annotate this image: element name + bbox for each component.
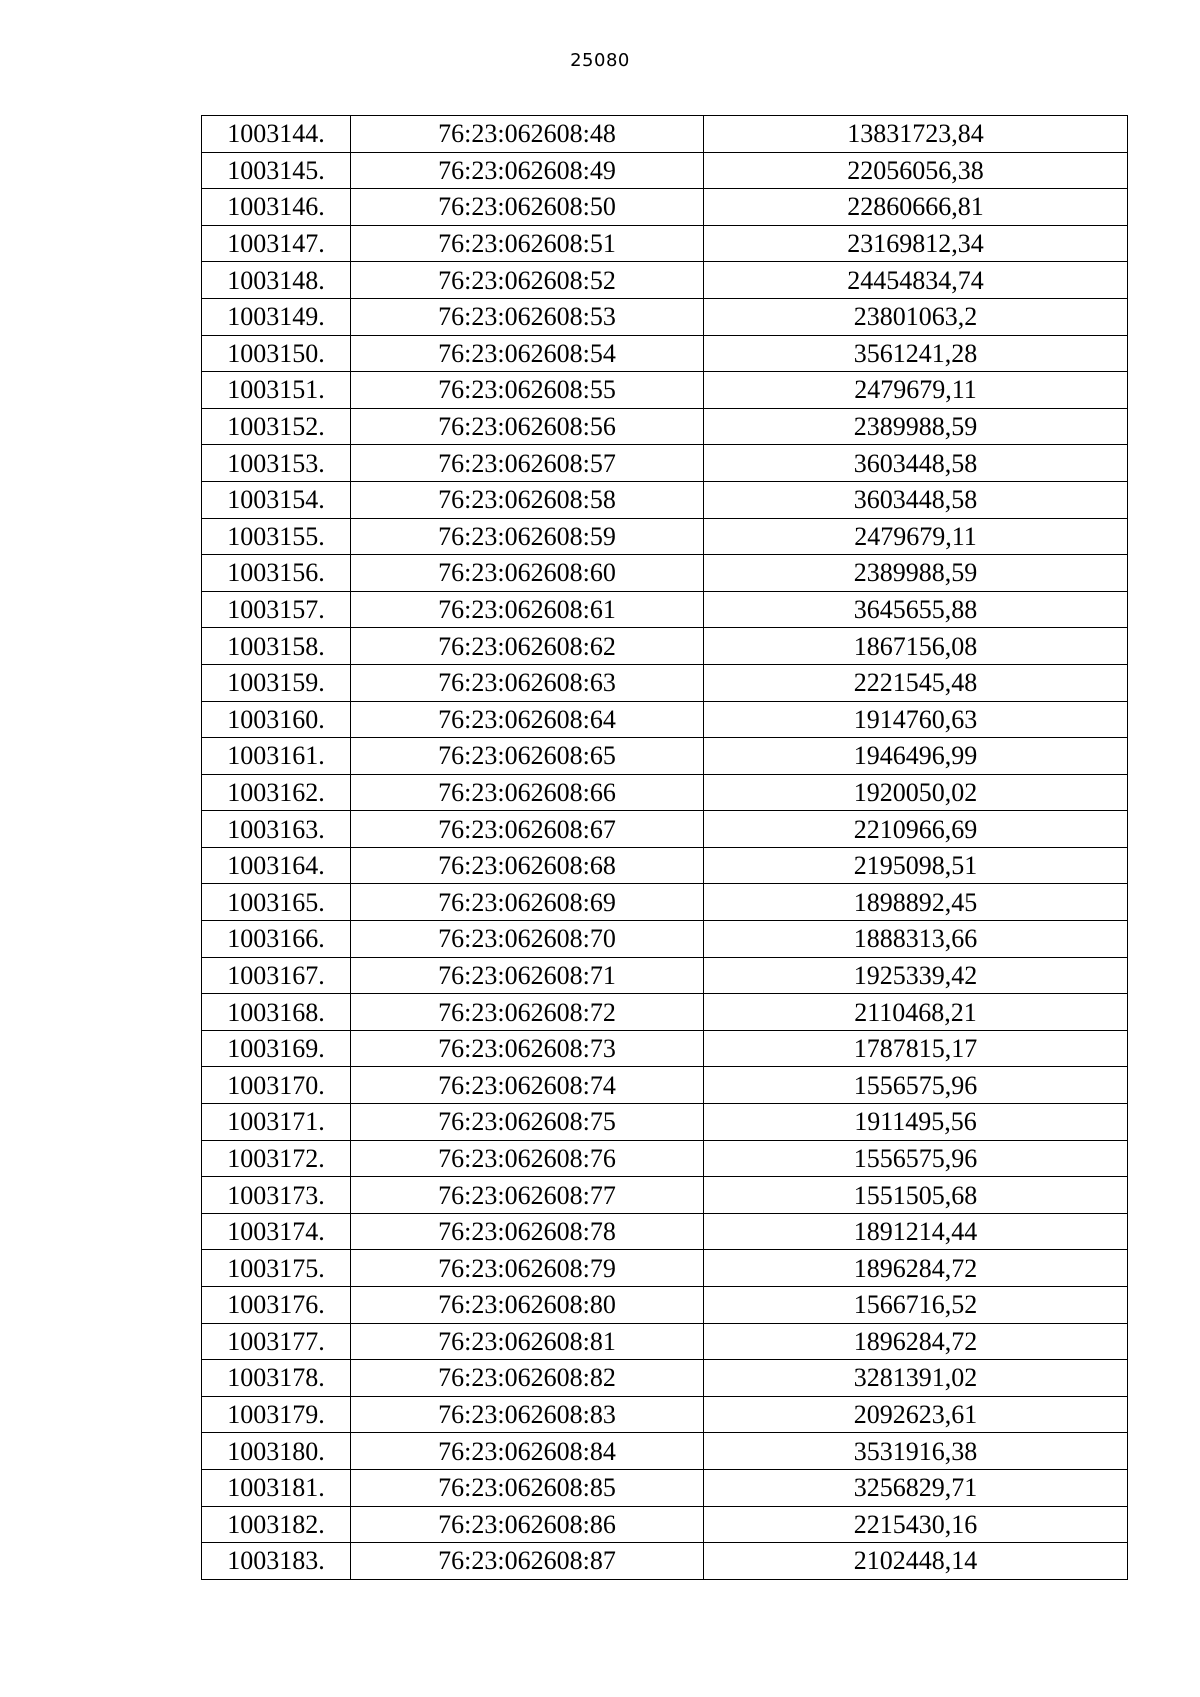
- table-row: [202, 152, 1128, 189]
- cadastral-value-cell: 2215430,16: [704, 1506, 1128, 1543]
- table-body: [202, 116, 1128, 1580]
- table-row: [202, 445, 1128, 482]
- cadastral-value-cell: 3603448,58: [704, 481, 1128, 518]
- cadastral-number-cell: 76:23:062608:68: [351, 847, 704, 884]
- row-number-cell: 1003178.: [202, 1360, 351, 1397]
- row-number-cell: 1003163.: [202, 811, 351, 848]
- cadastral-value-cell: 2389988,59: [704, 408, 1128, 445]
- row-number-cell: 1003173.: [202, 1177, 351, 1214]
- cadastral-number-cell: 76:23:062608:51: [351, 225, 704, 262]
- cadastral-number-cell: 76:23:062608:64: [351, 701, 704, 738]
- table-row: [202, 847, 1128, 884]
- row-number-cell: 1003150.: [202, 335, 351, 372]
- cadastral-value-cell: 1888313,66: [704, 921, 1128, 958]
- table-row: [202, 1177, 1128, 1214]
- cadastral-value-cell: 3256829,71: [704, 1469, 1128, 1506]
- table-row: [202, 408, 1128, 445]
- cadastral-value-cell: 2389988,59: [704, 555, 1128, 592]
- row-number-cell: 1003146.: [202, 189, 351, 226]
- cadastral-number-cell: 76:23:062608:56: [351, 408, 704, 445]
- table-row: [202, 1067, 1128, 1104]
- cadastral-number-cell: 76:23:062608:58: [351, 481, 704, 518]
- row-number-cell: 1003171.: [202, 1104, 351, 1141]
- cadastral-number-cell: 76:23:062608:74: [351, 1067, 704, 1104]
- row-number-cell: 1003160.: [202, 701, 351, 738]
- table-row: [202, 189, 1128, 226]
- cadastral-number-cell: 76:23:062608:66: [351, 774, 704, 811]
- cadastral-number-cell: 76:23:062608:86: [351, 1506, 704, 1543]
- table-row: [202, 701, 1128, 738]
- cadastral-number-cell: 76:23:062608:50: [351, 189, 704, 226]
- cadastral-value-cell: 1787815,17: [704, 1030, 1128, 1067]
- table-row: [202, 1250, 1128, 1287]
- cadastral-number-cell: 76:23:062608:62: [351, 628, 704, 665]
- row-number-cell: 1003164.: [202, 847, 351, 884]
- cadastral-number-cell: 76:23:062608:54: [351, 335, 704, 372]
- row-number-cell: 1003172.: [202, 1140, 351, 1177]
- cadastral-number-cell: 76:23:062608:71: [351, 957, 704, 994]
- row-number-cell: 1003170.: [202, 1067, 351, 1104]
- row-number-cell: 1003175.: [202, 1250, 351, 1287]
- row-number-cell: 1003167.: [202, 957, 351, 994]
- table-row: [202, 994, 1128, 1031]
- cadastral-value-cell: 2102448,14: [704, 1543, 1128, 1580]
- row-number-cell: 1003161.: [202, 738, 351, 775]
- table-row: [202, 298, 1128, 335]
- table-row: [202, 957, 1128, 994]
- table-row: [202, 262, 1128, 299]
- cadastral-value-cell: 22860666,81: [704, 189, 1128, 226]
- cadastral-value-cell: 1920050,02: [704, 774, 1128, 811]
- cadastral-number-cell: 76:23:062608:82: [351, 1360, 704, 1397]
- table-row: [202, 481, 1128, 518]
- cadastral-value-cell: 13831723,84: [704, 116, 1128, 153]
- cadastral-number-cell: 76:23:062608:73: [351, 1030, 704, 1067]
- table-row: [202, 1030, 1128, 1067]
- cadastral-number-cell: 76:23:062608:52: [351, 262, 704, 299]
- table-row: [202, 811, 1128, 848]
- table-row: [202, 921, 1128, 958]
- cadastral-number-cell: 76:23:062608:59: [351, 518, 704, 555]
- table-row: [202, 1323, 1128, 1360]
- table-row: [202, 591, 1128, 628]
- cadastral-number-cell: 76:23:062608:75: [351, 1104, 704, 1141]
- row-number-cell: 1003155.: [202, 518, 351, 555]
- cadastral-number-cell: 76:23:062608:72: [351, 994, 704, 1031]
- row-number-cell: 1003151.: [202, 372, 351, 409]
- cadastral-number-cell: 76:23:062608:70: [351, 921, 704, 958]
- row-number-cell: 1003159.: [202, 664, 351, 701]
- table-row: [202, 774, 1128, 811]
- cadastral-number-cell: 76:23:062608:63: [351, 664, 704, 701]
- table-row: [202, 1213, 1128, 1250]
- row-number-cell: 1003157.: [202, 591, 351, 628]
- cadastral-value-cell: 2110468,21: [704, 994, 1128, 1031]
- cadastral-value-cell: 1925339,42: [704, 957, 1128, 994]
- cadastral-value-cell: 1556575,96: [704, 1140, 1128, 1177]
- table-row: [202, 1506, 1128, 1543]
- table-row: [202, 1287, 1128, 1324]
- table-row: [202, 372, 1128, 409]
- cadastral-value-cell: 1556575,96: [704, 1067, 1128, 1104]
- cadastral-value-cell: 1566716,52: [704, 1287, 1128, 1324]
- row-number-cell: 1003181.: [202, 1469, 351, 1506]
- cadastral-value-cell: 2210966,69: [704, 811, 1128, 848]
- cadastral-value-cell: 1898892,45: [704, 884, 1128, 921]
- row-number-cell: 1003168.: [202, 994, 351, 1031]
- row-number-cell: 1003149.: [202, 298, 351, 335]
- table-row: [202, 1104, 1128, 1141]
- table-row: [202, 1469, 1128, 1506]
- cadastral-value-cell: 23801063,2: [704, 298, 1128, 335]
- table-row: [202, 884, 1128, 921]
- table-row: [202, 628, 1128, 665]
- cadastral-number-cell: 76:23:062608:76: [351, 1140, 704, 1177]
- row-number-cell: 1003179.: [202, 1396, 351, 1433]
- cadastral-number-cell: 76:23:062608:80: [351, 1287, 704, 1324]
- row-number-cell: 1003162.: [202, 774, 351, 811]
- cadastral-value-cell: 1946496,99: [704, 738, 1128, 775]
- cadastral-value-cell: 1551505,68: [704, 1177, 1128, 1214]
- cadastral-value-cell: 2092623,61: [704, 1396, 1128, 1433]
- cadastral-value-cell: 3645655,88: [704, 591, 1128, 628]
- cadastral-value-table: [201, 115, 1128, 1580]
- table-row: [202, 518, 1128, 555]
- cadastral-number-cell: 76:23:062608:57: [351, 445, 704, 482]
- cadastral-number-cell: 76:23:062608:79: [351, 1250, 704, 1287]
- cadastral-value-cell: 1896284,72: [704, 1250, 1128, 1287]
- table-row: [202, 555, 1128, 592]
- cadastral-value-cell: 2221545,48: [704, 664, 1128, 701]
- row-number-cell: 1003148.: [202, 262, 351, 299]
- cadastral-value-cell: 1896284,72: [704, 1323, 1128, 1360]
- cadastral-number-cell: 76:23:062608:87: [351, 1543, 704, 1580]
- cadastral-value-cell: 1914760,63: [704, 701, 1128, 738]
- row-number-cell: 1003147.: [202, 225, 351, 262]
- table-row: [202, 1140, 1128, 1177]
- table-row: [202, 225, 1128, 262]
- table-row: [202, 335, 1128, 372]
- row-number-cell: 1003153.: [202, 445, 351, 482]
- cadastral-number-cell: 76:23:062608:48: [351, 116, 704, 153]
- cadastral-number-cell: 76:23:062608:85: [351, 1469, 704, 1506]
- row-number-cell: 1003174.: [202, 1213, 351, 1250]
- cadastral-value-cell: 3531916,38: [704, 1433, 1128, 1470]
- row-number-cell: 1003176.: [202, 1287, 351, 1324]
- cadastral-number-cell: 76:23:062608:78: [351, 1213, 704, 1250]
- table-row: [202, 738, 1128, 775]
- row-number-cell: 1003165.: [202, 884, 351, 921]
- table-row: [202, 664, 1128, 701]
- table-row: [202, 116, 1128, 153]
- cadastral-number-cell: 76:23:062608:84: [351, 1433, 704, 1470]
- cadastral-number-cell: 76:23:062608:60: [351, 555, 704, 592]
- cadastral-value-cell: 22056056,38: [704, 152, 1128, 189]
- cadastral-value-cell: 3603448,58: [704, 445, 1128, 482]
- cadastral-value-cell: 3281391,02: [704, 1360, 1128, 1397]
- row-number-cell: 1003144.: [202, 116, 351, 153]
- cadastral-number-cell: 76:23:062608:83: [351, 1396, 704, 1433]
- row-number-cell: 1003152.: [202, 408, 351, 445]
- cadastral-value-cell: 3561241,28: [704, 335, 1128, 372]
- row-number-cell: 1003154.: [202, 481, 351, 518]
- cadastral-value-cell: 2195098,51: [704, 847, 1128, 884]
- cadastral-number-cell: 76:23:062608:61: [351, 591, 704, 628]
- table-row: [202, 1396, 1128, 1433]
- cadastral-value-cell: 1911495,56: [704, 1104, 1128, 1141]
- cadastral-number-cell: 76:23:062608:81: [351, 1323, 704, 1360]
- table-row: [202, 1360, 1128, 1397]
- row-number-cell: 1003156.: [202, 555, 351, 592]
- cadastral-number-cell: 76:23:062608:55: [351, 372, 704, 409]
- cadastral-number-cell: 76:23:062608:49: [351, 152, 704, 189]
- page-number: 25080: [570, 50, 630, 71]
- cadastral-number-cell: 76:23:062608:77: [351, 1177, 704, 1214]
- row-number-cell: 1003158.: [202, 628, 351, 665]
- cadastral-value-cell: 2479679,11: [704, 372, 1128, 409]
- row-number-cell: 1003169.: [202, 1030, 351, 1067]
- table-row: [202, 1433, 1128, 1470]
- cadastral-value-cell: 1891214,44: [704, 1213, 1128, 1250]
- cadastral-value-cell: 2479679,11: [704, 518, 1128, 555]
- row-number-cell: 1003180.: [202, 1433, 351, 1470]
- row-number-cell: 1003166.: [202, 921, 351, 958]
- table-row: [202, 1543, 1128, 1580]
- row-number-cell: 1003183.: [202, 1543, 351, 1580]
- cadastral-number-cell: 76:23:062608:67: [351, 811, 704, 848]
- row-number-cell: 1003177.: [202, 1323, 351, 1360]
- cadastral-value-cell: 1867156,08: [704, 628, 1128, 665]
- cadastral-value-cell: 24454834,74: [704, 262, 1128, 299]
- cadastral-number-cell: 76:23:062608:69: [351, 884, 704, 921]
- row-number-cell: 1003145.: [202, 152, 351, 189]
- cadastral-value-cell: 23169812,34: [704, 225, 1128, 262]
- cadastral-number-cell: 76:23:062608:53: [351, 298, 704, 335]
- cadastral-number-cell: 76:23:062608:65: [351, 738, 704, 775]
- row-number-cell: 1003182.: [202, 1506, 351, 1543]
